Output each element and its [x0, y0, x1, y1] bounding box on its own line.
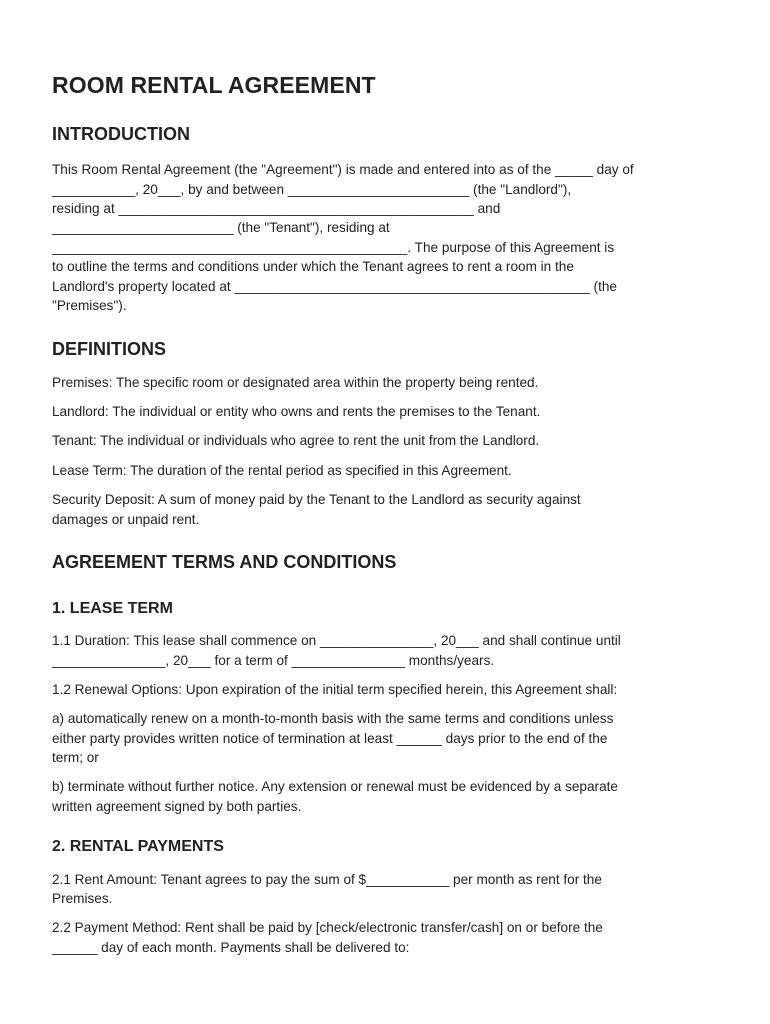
introduction-line: ________________________ (the "Tenant"), residing at — [52, 220, 390, 235]
definition-security-deposit-line: Security Deposit: A sum of money paid by the Tenant to the Landlord as security against — [52, 492, 581, 507]
introduction-line: to outline the terms and conditions under which the Tenant agrees to rent a room in the — [52, 259, 574, 274]
rental-payments-heading: 2. RENTAL PAYMENTS — [52, 838, 224, 855]
lease-duration-line: _______________, 20___ for a term of _______________ months/years. — [52, 653, 495, 668]
renewal-option-a-line: a) automatically renew on a month-to-month basis with the same terms and conditions unless — [52, 711, 614, 726]
introduction-line: This Room Rental Agreement (the "Agreement") is made and entered into as of the _____ day of — [52, 162, 634, 177]
renewal-options-clause: 1.2 Renewal Options: Upon expiration of the initial term specified herein, this Agreement shall: — [52, 682, 618, 697]
document-title: ROOM RENTAL AGREEMENT — [52, 72, 376, 98]
lease-term-heading: 1. LEASE TERM — [52, 600, 173, 617]
definition-premises: Premises: The specific room or designated area within the property being rented. — [52, 375, 539, 390]
rent-amount-line: Premises. — [52, 891, 113, 906]
renewal-option-a-line: either party provides written notice of termination at least ______ days prior to the end of the — [52, 731, 608, 746]
rent-amount-line: 2.1 Rent Amount: Tenant agrees to pay the sum of $___________ per month as rent for the — [52, 872, 602, 887]
definition-tenant: Tenant: The individual or individuals who agree to rent the unit from the Landlord. — [52, 433, 540, 448]
definition-lease-term: Lease Term: The duration of the rental period as specified in this Agreement. — [52, 463, 512, 478]
renewal-option-b-line: written agreement signed by both parties. — [52, 799, 302, 814]
introduction-line: residing at _______________________________________________ and — [52, 201, 501, 216]
terms-heading: AGREEMENT TERMS AND CONDITIONS — [52, 552, 397, 572]
introduction-line: Landlord's property located at _______________________________________________ (the — [52, 279, 617, 294]
definition-landlord: Landlord: The individual or entity who owns and rents the premises to the Tenant. — [52, 404, 541, 419]
definition-security-deposit-line: damages or unpaid rent. — [52, 512, 200, 527]
introduction-heading: INTRODUCTION — [52, 124, 190, 144]
renewal-option-a-line: term; or — [52, 750, 99, 765]
definitions-heading: DEFINITIONS — [52, 339, 167, 359]
introduction-line: ___________, 20___, by and between ________________________ (the "Landlord"), — [52, 182, 572, 197]
payment-method-line: ______ day of each month. Payments shall be delivered to: — [52, 940, 410, 955]
payment-method-line: 2.2 Payment Method: Rent shall be paid by [check/electronic transfer/cash] on or before the — [52, 920, 603, 935]
renewal-option-b-line: b) terminate without further notice. Any extension or renewal must be evidenced by a separate — [52, 779, 618, 794]
introduction-line: _______________________________________________. The purpose of this Agreement is — [52, 240, 615, 255]
introduction-line: "Premises"). — [52, 298, 127, 313]
lease-duration-line: 1.1 Duration: This lease shall commence on _______________, 20___ and shall continue until — [52, 633, 621, 648]
